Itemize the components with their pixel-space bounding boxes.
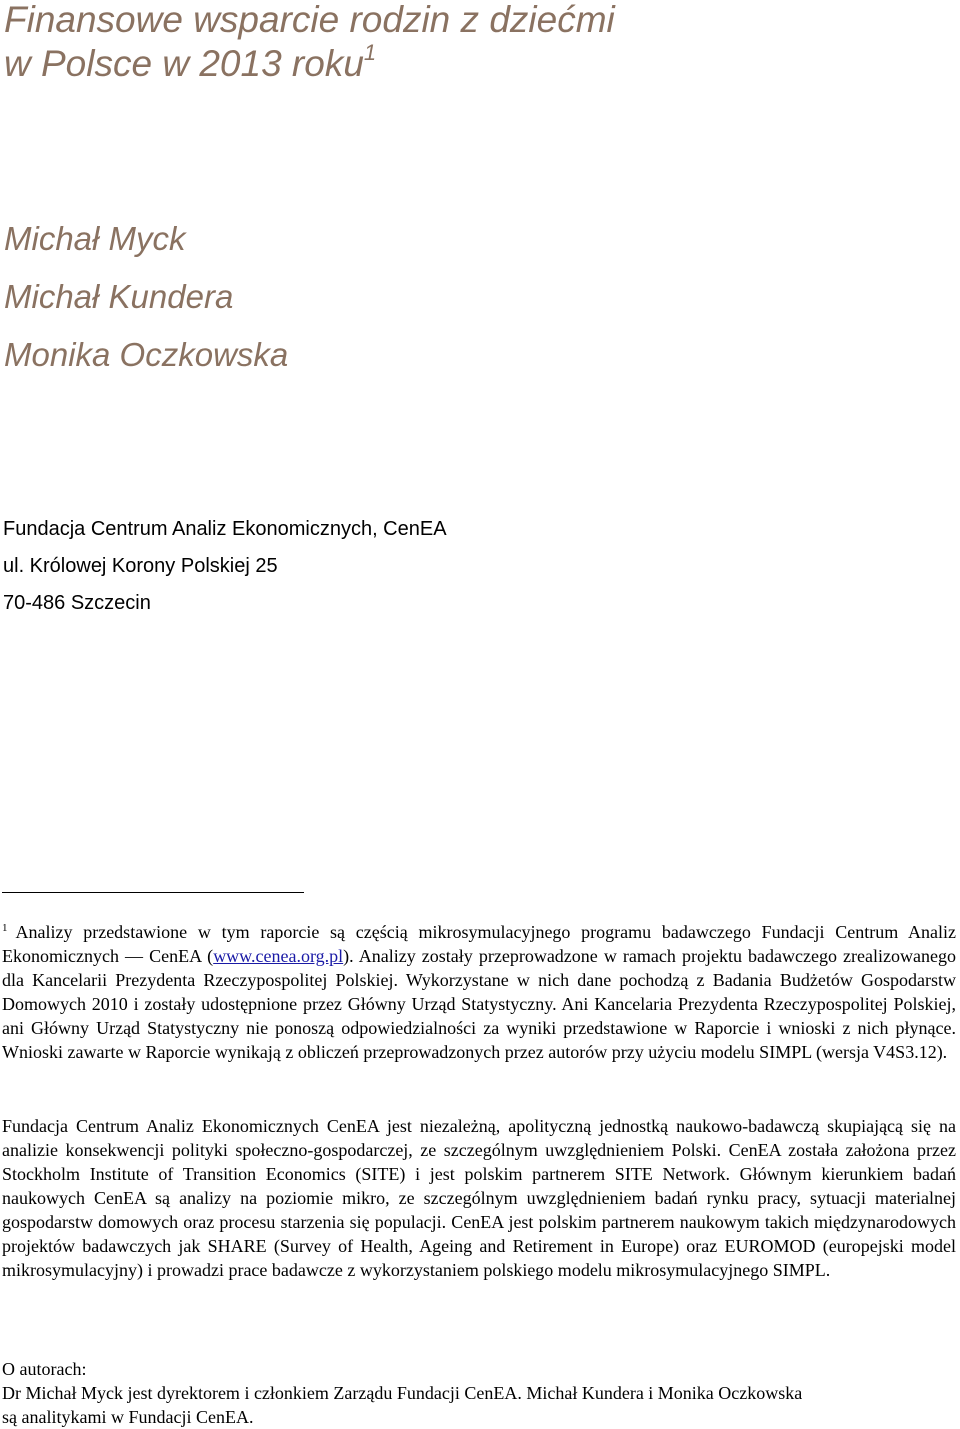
author-name: Michał Myck	[4, 220, 186, 257]
address-line: ul. Królowej Korony Polskiej 25	[3, 555, 278, 577]
footnote-separator	[2, 892, 304, 893]
footnote-text-end: ). Analizy zostały przeprowadzone w ramach projektu badawczego zrealizowanego dla Kancelarii Prezydenta Rzeczypospolitej Polskiej. Wykorzystane w nich dane pochodzą z Badania Budżetów Gospodarstw Domowych 2010 i zostały udostępnione przez Główny Urząd Statystyczny. Ani Kancelaria Prezydenta Rzeczypospolitej Polskiej, ani Główny Urząd Statystyczny nie ponoszą odpowiedzialności za wyniki przedstawione w Raporcie i wnioski z nich płynące. Wnioski zawarte w Raporcie wynikają z obliczeń przeprowadzonych przez autorów przy użyciu modelu SIMPL (wersja V4S3.12).	[2, 946, 956, 1062]
document-title	[4, 0, 615, 86]
address-line: Fundacja Centrum Analiz Ekonomicznych, CenEA	[3, 518, 447, 540]
author-name: Michał Kundera	[4, 278, 234, 315]
title-line-2	[4, 42, 615, 86]
author-name: Monika Oczkowska	[4, 336, 289, 373]
author-list	[4, 210, 288, 384]
about-authors-heading: O autorach:	[2, 1359, 87, 1379]
about-cenea-paragraph: Fundacja Centrum Analiz Ekonomicznych CenEA jest niezależną, apolityczną jednostką naukowo-badawczą skupiającą się na analizie konsekwencji polityki społeczno-gospodarczej, ze szczególnym uwzględnieniem Polski. CenEA została założona przez Stockholm Institute of Transition Economics (SITE) i jest polskim partnerem SITE Network. Głównym kierunkiem badań naukowych CenEA są analizy na poziomie mikro, ze szczególnym uwzględnieniem badań rynku pracy, sytuacji materialnej gospodarstw domowych oraz procesu starzenia się populacji. CenEA jest polskim partnerem naukowym takich międzynarodowych projektów badawczych jak SHARE (Survey of Health, Ageing and Retirement in Europe) oraz EUROMOD (europejski model mikrosymulacyjny) i prowadzi prace badawcze z wykorzystaniem polskiego modelu mikrosymulacyjnego SIMPL.	[2, 1116, 956, 1280]
footnote-mark: 1	[2, 922, 8, 934]
title-footnote-mark: 1	[363, 40, 377, 65]
title-line-1: Finansowe wsparcie rodzin z dziećmi	[4, 0, 615, 40]
institution-address	[3, 514, 447, 625]
about-authors-line: są analitykami w Fundacji CenEA.	[2, 1407, 254, 1427]
about-authors-line: Dr Michał Myck jest dyrektorem i członkiem Zarządu Fundacji CenEA. Michał Kundera i Monika Oczkowska	[2, 1383, 803, 1403]
title-line-2-text: w Polsce w 2013 roku	[4, 43, 364, 84]
footnote-text-start: Analizy przedstawione w tym raporcie są częścią mikrosymulacyjnego programu badawczego Fundacji Centrum Analiz Ekonomicznych — CenEA (	[2, 922, 956, 966]
address-line: 70-486 Szczecin	[3, 592, 151, 614]
about-authors	[2, 1357, 956, 1429]
footnote	[2, 920, 956, 1064]
cenea-website-link[interactable]: www.cenea.org.pl	[213, 946, 344, 966]
